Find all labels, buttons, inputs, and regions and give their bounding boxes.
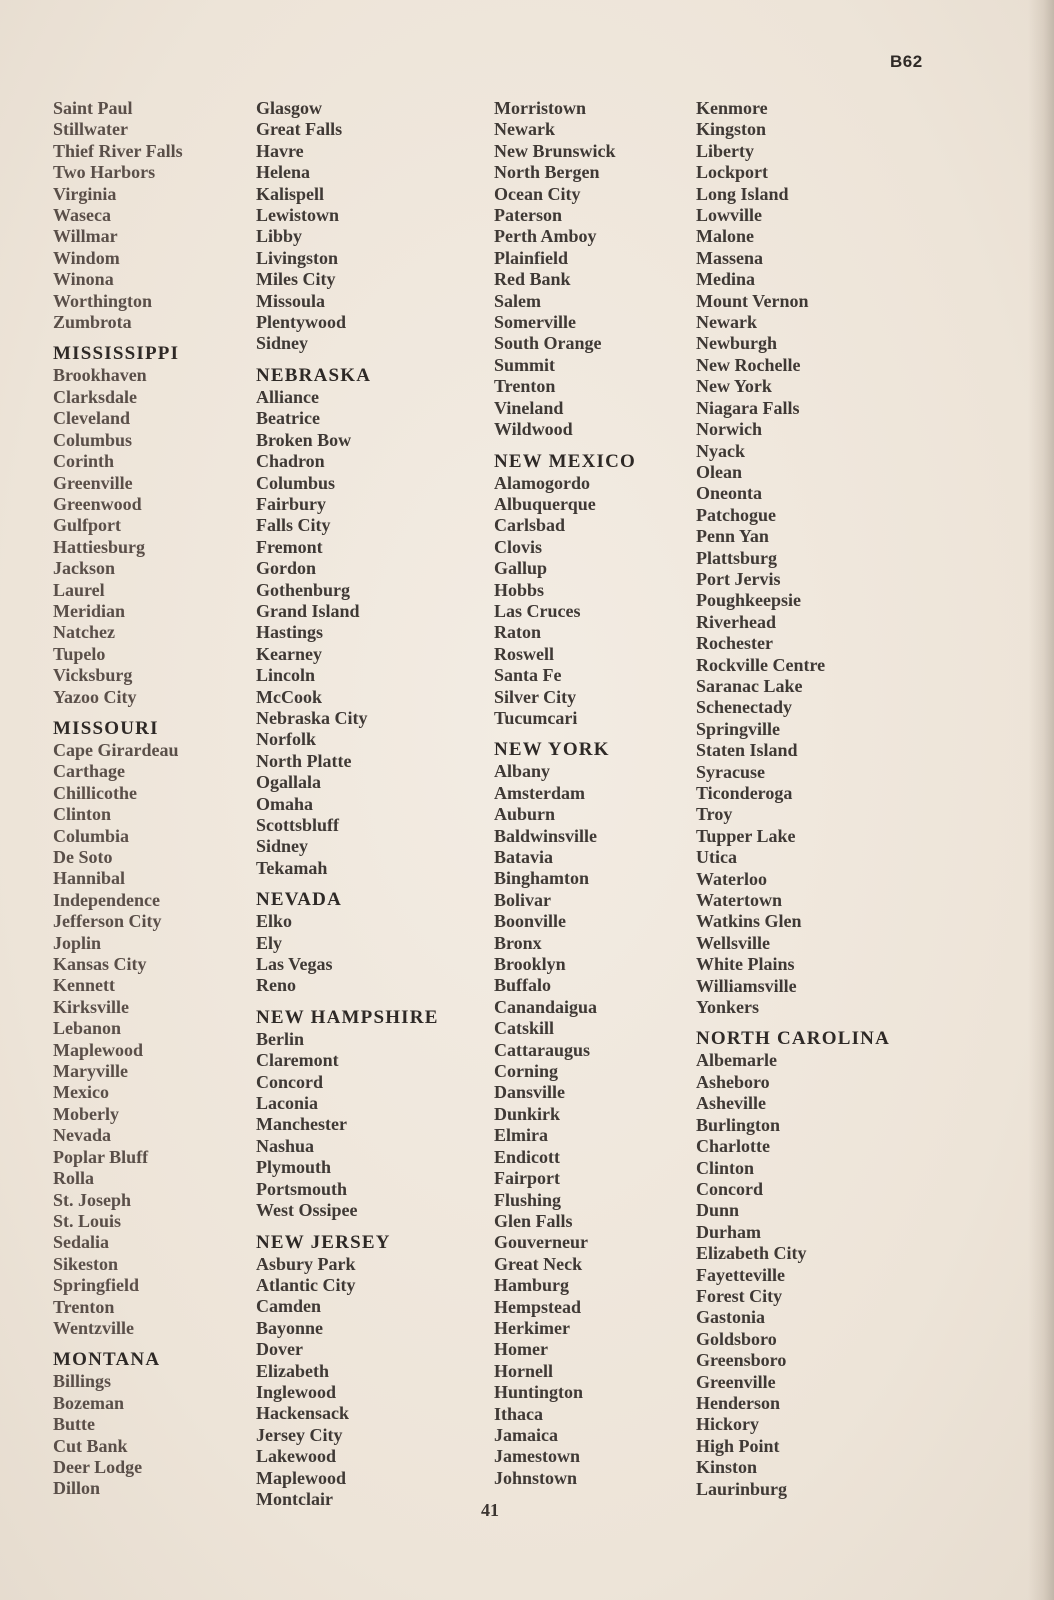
city-entry: Missoula bbox=[256, 290, 326, 311]
city-entry: Kansas City bbox=[53, 954, 147, 975]
city-entry: Poughkeepsie bbox=[696, 590, 802, 611]
city-entry: Yonkers bbox=[696, 997, 760, 1018]
city-entry: Bozeman bbox=[53, 1392, 124, 1413]
city-entry: Inglewood bbox=[256, 1381, 337, 1402]
city-entry: White Plains bbox=[696, 954, 795, 975]
city-entry: Alamogordo bbox=[494, 472, 590, 493]
city-entry: Kennett bbox=[53, 975, 115, 996]
city-entry: Miles City bbox=[256, 269, 336, 290]
city-entry: Penn Yan bbox=[696, 526, 769, 547]
city-entry: Ely bbox=[256, 932, 283, 953]
page-code: B62 bbox=[890, 52, 923, 71]
city-entry: Auburn bbox=[494, 804, 556, 825]
city-entry: Perth Amboy bbox=[494, 226, 597, 247]
city-entry: Sidney bbox=[256, 333, 309, 354]
city-entry: Alliance bbox=[256, 386, 319, 407]
city-entry: Greensboro bbox=[696, 1350, 787, 1371]
city-entry: Riverhead bbox=[696, 611, 776, 632]
city-entry: Schenectady bbox=[696, 697, 792, 718]
city-entry: Lowville bbox=[696, 205, 762, 226]
city-entry: Great Neck bbox=[494, 1253, 583, 1274]
city-entry: Salem bbox=[494, 290, 541, 311]
city-entry: Two Harbors bbox=[53, 162, 156, 183]
city-entry: Gordon bbox=[256, 558, 317, 579]
city-entry: Hickory bbox=[696, 1414, 759, 1435]
city-entry: Elizabeth bbox=[256, 1360, 330, 1381]
city-entry: Helena bbox=[256, 162, 310, 183]
city-entry: Boonville bbox=[494, 911, 567, 932]
city-entry: Olean bbox=[696, 461, 743, 482]
city-entry: Manchester bbox=[256, 1114, 347, 1135]
city-entry: Asheville bbox=[696, 1093, 766, 1114]
city-entry: Nyack bbox=[696, 440, 745, 461]
city-entry: Maryville bbox=[53, 1061, 128, 1082]
city-entry: Deer Lodge bbox=[53, 1456, 143, 1477]
city-entry: Maplewood bbox=[256, 1467, 346, 1488]
city-entry: Wellsville bbox=[696, 932, 770, 953]
city-entry: Greenville bbox=[696, 1371, 776, 1392]
city-entry: Elmira bbox=[494, 1125, 548, 1146]
city-entry: Maplewood bbox=[53, 1039, 143, 1060]
city-entry: Asbury Park bbox=[256, 1253, 356, 1274]
city-entry: Dansville bbox=[494, 1082, 566, 1103]
city-entry: Kalispell bbox=[256, 183, 325, 204]
city-entry: Fayetteville bbox=[696, 1264, 785, 1285]
city-entry: New Brunswick bbox=[494, 140, 616, 161]
city-entry: Saranac Lake bbox=[696, 675, 803, 696]
city-entry: Carlsbad bbox=[494, 515, 566, 536]
city-entry: Columbus bbox=[256, 472, 336, 493]
state-heading: MISSOURI bbox=[53, 717, 159, 739]
city-entry: Staten Island bbox=[696, 740, 798, 761]
city-entry: Hannibal bbox=[53, 868, 126, 889]
city-entry: Tekamah bbox=[256, 857, 328, 878]
city-entry: Hobbs bbox=[494, 579, 545, 600]
city-entry: Red Bank bbox=[494, 269, 571, 290]
city-entry: Massena bbox=[696, 247, 763, 268]
city-entry: North Bergen bbox=[494, 162, 600, 183]
city-entry: Tucumcari bbox=[494, 707, 578, 728]
city-entry: Broken Bow bbox=[256, 429, 352, 450]
city-entry: Laurinburg bbox=[696, 1478, 788, 1499]
city-entry: Ogallala bbox=[256, 772, 322, 793]
city-entry: Moberly bbox=[53, 1103, 119, 1124]
city-entry: Glasgow bbox=[256, 98, 323, 118]
city-entry: Malone bbox=[696, 226, 754, 247]
city-entry: Chillicothe bbox=[53, 782, 137, 803]
city-entry: Cut Bank bbox=[53, 1435, 128, 1456]
city-entry: Greenville bbox=[53, 472, 133, 493]
city-entry: Lakewood bbox=[256, 1446, 337, 1467]
city-entry: Nevada bbox=[53, 1125, 111, 1146]
city-entry: Hackensack bbox=[256, 1403, 350, 1424]
city-entry: Vineland bbox=[494, 397, 564, 418]
city-entry: Watertown bbox=[696, 890, 782, 911]
state-heading: MISSISSIPPI bbox=[53, 343, 180, 365]
city-entry: Sedalia bbox=[53, 1232, 110, 1253]
city-entry: St. Joseph bbox=[53, 1189, 132, 1210]
city-entry: Newark bbox=[494, 119, 555, 140]
city-entry: Wentzville bbox=[53, 1317, 134, 1338]
column-2 bbox=[256, 98, 486, 1510]
city-entry: Port Jervis bbox=[696, 568, 781, 589]
city-entry: Silver City bbox=[494, 686, 577, 707]
city-entry: Scottsbluff bbox=[256, 815, 340, 835]
city-entry: Sidney bbox=[256, 836, 309, 857]
city-entry: Forest City bbox=[696, 1285, 783, 1306]
city-entry: Trenton bbox=[53, 1296, 115, 1317]
column-3 bbox=[494, 98, 724, 1489]
city-entry: Ocean City bbox=[494, 183, 581, 204]
city-entry: Columbus bbox=[53, 429, 133, 450]
city-entry: Corinth bbox=[53, 451, 115, 472]
city-entry: Clarksdale bbox=[53, 386, 138, 407]
city-entry: Morristown bbox=[494, 98, 586, 118]
city-entry: Burlington bbox=[696, 1114, 781, 1135]
city-entry: Ithaca bbox=[494, 1403, 543, 1424]
city-entry: Camden bbox=[256, 1296, 322, 1317]
city-entry: Bolivar bbox=[494, 889, 551, 910]
city-entry: Omaha bbox=[256, 793, 314, 814]
city-entry: Saint Paul bbox=[53, 98, 133, 118]
column-4 bbox=[696, 98, 956, 1500]
city-entry: Chadron bbox=[256, 451, 325, 472]
city-entry: Amsterdam bbox=[494, 782, 585, 803]
city-entry: Vicksburg bbox=[53, 665, 133, 686]
city-entry: Huntington bbox=[494, 1382, 584, 1403]
city-entry: Canandaigua bbox=[494, 996, 598, 1017]
city-entry: Albany bbox=[494, 761, 551, 782]
city-entry: Virginia bbox=[53, 183, 117, 204]
city-entry: Endicott bbox=[494, 1146, 561, 1167]
city-entry: New Rochelle bbox=[696, 354, 801, 375]
city-entry: Elko bbox=[256, 911, 293, 932]
state-heading: NEW MEXICO bbox=[494, 450, 637, 472]
state-heading: NEBRASKA bbox=[256, 364, 372, 386]
city-entry: Catskill bbox=[494, 1018, 555, 1039]
city-entry: Gulfport bbox=[53, 515, 122, 536]
city-entry: Raton bbox=[494, 622, 542, 643]
city-entry: Winona bbox=[53, 269, 114, 290]
city-entry: Williamsville bbox=[696, 975, 797, 996]
city-entry: Summit bbox=[494, 354, 556, 375]
city-entry: Troy bbox=[696, 804, 733, 825]
city-entry: Jefferson City bbox=[53, 911, 162, 932]
city-entry: St. Louis bbox=[53, 1210, 122, 1231]
city-entry: Fairbury bbox=[256, 493, 326, 514]
city-entry: Lincoln bbox=[256, 665, 316, 686]
state-heading: NORTH CAROLINA bbox=[696, 1028, 891, 1050]
city-entry: Dunkirk bbox=[494, 1103, 561, 1124]
city-entry: Atlantic City bbox=[256, 1274, 356, 1295]
state-heading: NEW JERSEY bbox=[256, 1231, 391, 1253]
city-entry: Patchogue bbox=[696, 504, 776, 525]
city-entry: Lockport bbox=[696, 162, 768, 183]
city-entry: Albemarle bbox=[696, 1050, 777, 1071]
city-entry: Windom bbox=[53, 247, 120, 268]
city-entry: Hornell bbox=[494, 1360, 553, 1381]
city-entry: Jackson bbox=[53, 558, 116, 579]
city-entry: Gouverneur bbox=[494, 1232, 588, 1253]
city-entry: Plainfield bbox=[494, 247, 569, 268]
city-entry: Plentywood bbox=[256, 312, 346, 333]
city-entry: Glen Falls bbox=[494, 1210, 573, 1231]
city-entry: Homer bbox=[494, 1339, 548, 1360]
city-entry: Goldsboro bbox=[696, 1328, 777, 1349]
city-entry: Albuquerque bbox=[494, 493, 596, 514]
city-entry: Herkimer bbox=[494, 1317, 570, 1338]
city-entry: Yazoo City bbox=[53, 686, 137, 707]
city-entry: Bayonne bbox=[256, 1317, 324, 1338]
city-entry: Gastonia bbox=[696, 1307, 766, 1328]
city-entry: Poplar Bluff bbox=[53, 1146, 149, 1167]
city-entry: Kinston bbox=[696, 1457, 758, 1478]
city-entry: Plattsburg bbox=[696, 547, 777, 568]
city-entry: Ticonderoga bbox=[696, 783, 793, 803]
city-entry: Columbia bbox=[53, 825, 130, 846]
state-heading: NEVADA bbox=[256, 889, 343, 911]
city-entry: Medina bbox=[696, 269, 756, 290]
city-entry: Fremont bbox=[256, 536, 323, 557]
city-entry: Sikeston bbox=[53, 1253, 119, 1274]
city-entry: Clinton bbox=[53, 804, 112, 825]
city-entry: Independence bbox=[53, 889, 161, 910]
city-entry: Baldwinsville bbox=[494, 825, 598, 846]
city-entry: Binghamton bbox=[494, 868, 590, 889]
city-entry: Gothenburg bbox=[256, 579, 351, 600]
city-entry: Newark bbox=[696, 312, 757, 333]
city-entry: Tupper Lake bbox=[696, 825, 796, 846]
city-entry: Stillwater bbox=[53, 119, 128, 140]
city-entry: Reno bbox=[256, 975, 296, 996]
city-entry: Elizabeth City bbox=[696, 1243, 807, 1264]
city-entry: Jamaica bbox=[494, 1424, 558, 1445]
city-entry: Nashua bbox=[256, 1135, 315, 1156]
city-entry: Johnstown bbox=[494, 1467, 578, 1488]
city-entry: Falls City bbox=[256, 515, 331, 536]
city-entry: Tupelo bbox=[53, 643, 106, 664]
city-entry: Cleveland bbox=[53, 408, 131, 429]
city-entry: Somerville bbox=[494, 312, 576, 333]
city-entry: Henderson bbox=[696, 1392, 781, 1413]
city-entry: Syracuse bbox=[696, 761, 765, 782]
page-edge-shadow bbox=[1028, 0, 1054, 1600]
city-entry: Flushing bbox=[494, 1189, 562, 1210]
state-heading: NEW YORK bbox=[494, 739, 610, 761]
city-entry: Cape Girardeau bbox=[53, 739, 179, 760]
city-entry: South Orange bbox=[494, 333, 602, 354]
city-entry: Concord bbox=[696, 1178, 763, 1199]
city-entry: Portsmouth bbox=[256, 1178, 347, 1199]
city-entry: Clovis bbox=[494, 536, 543, 557]
city-entry: Springfield bbox=[53, 1275, 140, 1296]
city-entry: Worthington bbox=[53, 290, 153, 311]
city-entry: Bronx bbox=[494, 932, 542, 953]
city-entry: Asheboro bbox=[696, 1071, 770, 1092]
city-entry: Zumbrota bbox=[53, 312, 132, 333]
city-entry: Nebraska City bbox=[256, 707, 368, 728]
city-entry: Liberty bbox=[696, 140, 754, 161]
city-entry: Charlotte bbox=[696, 1136, 770, 1157]
city-entry: Durham bbox=[696, 1221, 762, 1242]
city-entry: Carthage bbox=[53, 761, 125, 782]
city-entry: Kirksville bbox=[53, 996, 129, 1017]
city-entry: Kingston bbox=[696, 119, 767, 140]
city-entry: Hempstead bbox=[494, 1296, 581, 1317]
city-entry: Kearney bbox=[256, 643, 322, 664]
city-entry: Hastings bbox=[256, 622, 324, 643]
city-entry: Dillon bbox=[53, 1478, 101, 1499]
city-entry: Lebanon bbox=[53, 1018, 122, 1039]
city-entry: Dover bbox=[256, 1339, 303, 1360]
city-entry: Roswell bbox=[494, 643, 554, 664]
city-entry: De Soto bbox=[53, 847, 113, 867]
city-entry: Santa Fe bbox=[494, 665, 562, 686]
city-entry: Batavia bbox=[494, 847, 554, 867]
city-entry: Gallup bbox=[494, 558, 548, 579]
city-entry: Norfolk bbox=[256, 729, 316, 750]
city-entry: Rolla bbox=[53, 1168, 95, 1189]
city-entry: Claremont bbox=[256, 1050, 339, 1071]
city-entry: West Ossipee bbox=[256, 1200, 358, 1221]
city-entry: Great Falls bbox=[256, 119, 343, 140]
city-entry: Concord bbox=[256, 1071, 323, 1092]
city-entry: Thief River Falls bbox=[53, 140, 183, 161]
city-entry: Hattiesburg bbox=[53, 536, 145, 557]
city-entry: Wildwood bbox=[494, 419, 573, 440]
city-entry: Brooklyn bbox=[494, 954, 566, 975]
city-entry: Newburgh bbox=[696, 333, 778, 354]
city-entry: Clinton bbox=[696, 1157, 755, 1178]
city-entry: Waterloo bbox=[696, 868, 767, 889]
city-entry: Beatrice bbox=[256, 408, 320, 429]
city-entry: Livingston bbox=[256, 247, 339, 268]
city-entry: Billings bbox=[53, 1371, 112, 1392]
state-heading: MONTANA bbox=[53, 1349, 161, 1371]
city-entry: New York bbox=[696, 376, 772, 397]
city-entry: Long Island bbox=[696, 183, 789, 204]
city-entry: Plymouth bbox=[256, 1157, 332, 1178]
city-entry: Niagara Falls bbox=[696, 397, 800, 418]
city-entry: Meridian bbox=[53, 600, 125, 621]
city-entry: Laconia bbox=[256, 1093, 319, 1114]
city-entry: Jamestown bbox=[494, 1446, 580, 1467]
city-entry: Trenton bbox=[494, 376, 556, 397]
city-entry: Corning bbox=[494, 1061, 559, 1082]
city-entry: Las Cruces bbox=[494, 600, 581, 621]
city-entry: Watkins Glen bbox=[696, 911, 802, 932]
city-entry: Norwich bbox=[696, 419, 762, 440]
page-number: 41 bbox=[481, 1500, 499, 1520]
city-entry: Utica bbox=[696, 847, 737, 868]
city-entry: Rockville Centre bbox=[696, 654, 826, 675]
city-entry: Buffalo bbox=[494, 975, 552, 996]
city-entry: Fairport bbox=[494, 1168, 560, 1189]
city-entry: Willmar bbox=[53, 226, 118, 247]
city-entry: Brookhaven bbox=[53, 365, 147, 386]
city-entry: North Platte bbox=[256, 750, 352, 771]
city-entry: Butte bbox=[53, 1414, 95, 1435]
city-entry: Paterson bbox=[494, 205, 562, 226]
city-entry: Springville bbox=[696, 718, 781, 739]
city-entry: Mount Vernon bbox=[696, 290, 809, 311]
city-entry: Rochester bbox=[696, 633, 773, 654]
city-entry: Libby bbox=[256, 226, 303, 247]
city-entry: Laurel bbox=[53, 579, 105, 600]
city-entry: Natchez bbox=[53, 622, 115, 643]
city-entry: Kenmore bbox=[696, 98, 768, 118]
city-entry: Waseca bbox=[53, 205, 111, 226]
city-entry: Havre bbox=[256, 140, 304, 161]
city-entry: Grand Island bbox=[256, 600, 360, 621]
city-entry: Greenwood bbox=[53, 493, 142, 514]
city-entry: Jersey City bbox=[256, 1424, 343, 1445]
column-1 bbox=[53, 98, 283, 1500]
city-entry: Hamburg bbox=[494, 1275, 570, 1296]
city-entry: Montclair bbox=[256, 1488, 333, 1509]
city-entry: Lewistown bbox=[256, 205, 340, 226]
city-entry: Mexico bbox=[53, 1082, 109, 1103]
city-entry: Dunn bbox=[696, 1200, 740, 1221]
city-entry: High Point bbox=[696, 1435, 780, 1456]
city-entry: Las Vegas bbox=[256, 954, 333, 975]
city-entry: Cattaraugus bbox=[494, 1039, 591, 1060]
city-entry: Joplin bbox=[53, 932, 102, 953]
city-entry: Berlin bbox=[256, 1028, 304, 1049]
state-heading: NEW HAMPSHIRE bbox=[256, 1006, 439, 1028]
city-entry: McCook bbox=[256, 686, 322, 707]
city-entry: Oneonta bbox=[696, 483, 763, 504]
